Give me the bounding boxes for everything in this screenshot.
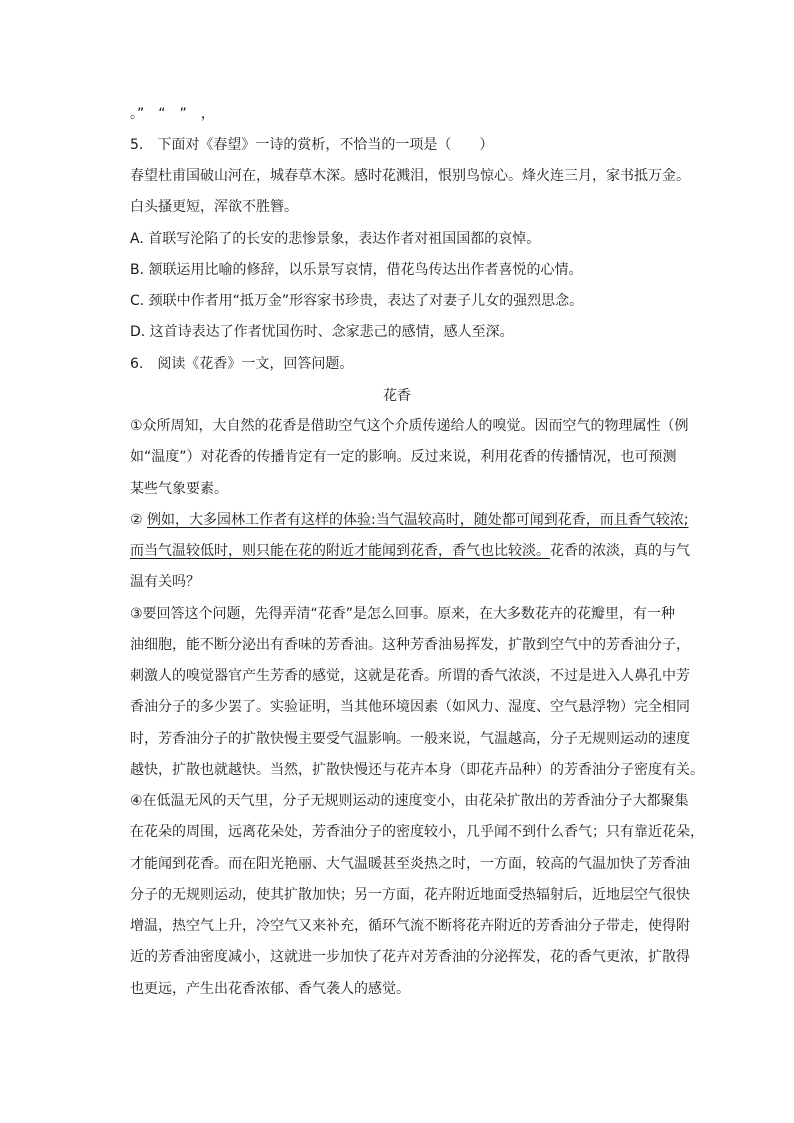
paragraph-2-line-2-rest: 花香的浓淡，真的与气 <box>550 543 690 559</box>
paragraph-4-line-6: 近的芳香油密度减小，这就进一步加快了花卉对芳香油的分泌挥发，花的香气更浓，扩散得 <box>130 949 690 965</box>
paragraph-3-line-4: 香油分子的多少罢了。实验证明，当其他环境因素（如风力、湿度、空气悬浮物）完全相同 <box>130 699 690 715</box>
poem-line-1: 春望杜甫国破山河在，城春草木深。感时花溅泪，恨别鸟惊心。烽火连三月，家书抵万金。 <box>130 168 690 184</box>
paragraph-1-line-3: 某些气象要素。 <box>130 481 228 497</box>
question-5-stem: 5. 下面对《春望》一诗的赏析，不恰当的一项是（ ） <box>130 137 494 153</box>
option-d: D. 这首诗表达了作者忧国伤时、念家悲己的感情，感人至深。 <box>130 324 514 340</box>
paragraph-1-line-2: 如“温度”）对花香的传播肯定有一定的影响。反过来说，利用花香的传播情况，也可预测 <box>130 449 677 465</box>
paragraph-3-line-3: 刺激人的嗅觉器官产生芳香的感觉，这就是花香。所谓的香气浓淡，不过是进入人鼻孔中芳 <box>130 668 690 684</box>
paragraph-1-line-1: ①众所周知，大自然的花香是借助空气这个介质传递给人的嗅觉。因而空气的物理属性（例 <box>130 418 689 434</box>
paragraph-4-line-5: 增温，热空气上升，冷空气又来补充，循环气流不断将花卉附近的芳香油分子带走，使得附 <box>130 918 690 934</box>
poem-line-2: 白头搔更短，浑欲不胜簪。 <box>130 199 298 215</box>
paragraph-4-line-7: 也更远，产生出花香浓郁、香气袭人的感觉。 <box>130 981 410 997</box>
answer-fragment: 。” “ ” ， <box>130 106 215 122</box>
option-b: B. 颔联运用比喻的修辞，以乐景写哀情，借花鸟传达出作者喜悦的心情。 <box>130 262 583 278</box>
paragraph-4-line-1: ④在低温无风的天气里，分子无规则运动的速度变小，由花朵扩散出的芳香油分子大都聚集 <box>130 793 689 809</box>
paragraph-2-line-1 <box>130 510 698 530</box>
paragraph-3-line-6: 越快，扩散也就越快。当然，扩散快慢还与花卉本身（即花卉品种）的芳香油分子密度有关。 <box>130 762 704 778</box>
question-6-stem: 6. 阅读《花香》一文，回答问题。 <box>130 356 354 372</box>
paragraph-2-line-3: 温有关吗？ <box>130 574 200 590</box>
paragraph-3-line-5: 时，芳香油分子的扩散快慢主要受气温影响。一般来说，气温越高，分子无规则运动的速度 <box>130 731 690 747</box>
paragraph-4-line-4: 分子的无规则运动，使其扩散加快；另一方面，花卉附近地面受热辐射后，近地层空气很快 <box>130 887 690 903</box>
option-c: C. 颈联中作者用“抵万金”形容家书珍贵，表达了对妻子儿女的强烈思念。 <box>130 293 584 309</box>
paragraph-3-line-2: 油细胞，能不断分泌出有香味的芳香油。这种芳香油易挥发，扩散到空气中的芳香油分子， <box>130 637 690 653</box>
paragraph-2-number: ② <box>130 512 148 528</box>
paragraph-4-line-3: 才能闻到花香。而在阳光艳丽、大气温暖甚至炎热之时，一方面，较高的气温加快了芳香油 <box>130 856 690 872</box>
underlined-sentence-part-2: 而当气温较低时，则只能在花的附近才能闻到花香，香气也比较淡。 <box>130 543 550 559</box>
option-a: A. 首联写沦陷了的长安的悲惨景象，表达作者对祖国国都的哀悼。 <box>130 231 541 247</box>
underlined-sentence-part-1: 例如，大多园林工作者有这样的体验:当气温较高时，随处都可闻到花香，而且香气较浓; <box>147 512 689 528</box>
paragraph-3-line-1: ③要回答这个问题，先得弄清“花香”是怎么回事。原来，在大多数花卉的花瓣里，有一种 <box>130 606 676 622</box>
paragraph-2-line-2 <box>130 541 698 561</box>
paragraph-4-line-2: 在花朵的周围，远离花朵处，芳香油分子的密度较小，几乎闻不到什么香气；只有靠近花朵， <box>130 824 704 840</box>
article-title: 花香 <box>383 388 411 404</box>
